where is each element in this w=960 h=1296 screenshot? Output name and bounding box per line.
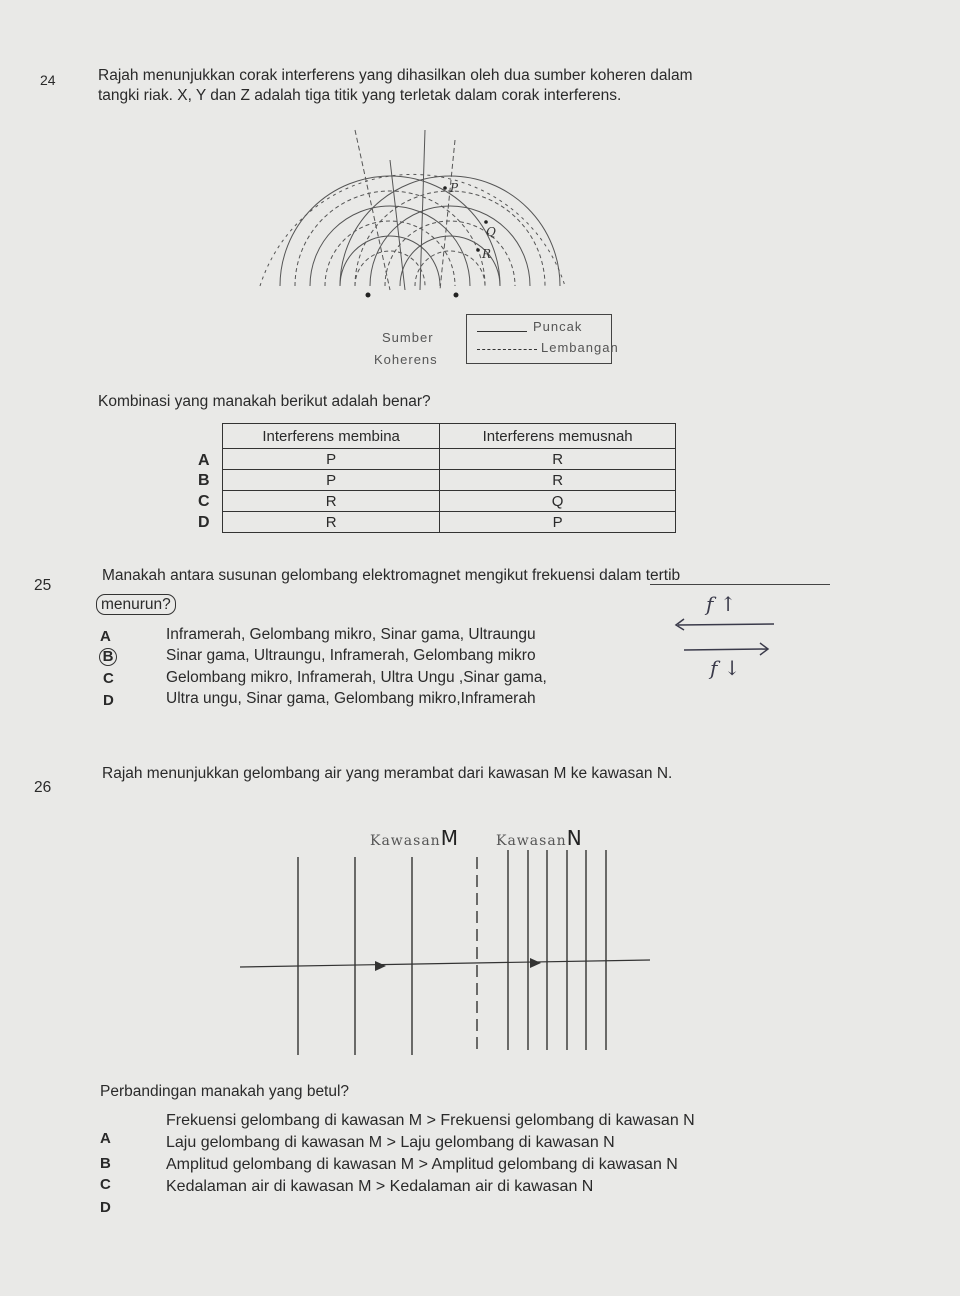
point-p-label: P <box>450 181 459 195</box>
handwritten-note-freq-up: f ↑ <box>706 592 737 616</box>
legend-crest-label: Puncak <box>533 319 583 334</box>
row-label-b[interactable]: B <box>198 472 210 489</box>
region-n-letter: N <box>566 826 583 850</box>
q26-option-c-label[interactable]: C <box>100 1176 111 1193</box>
q24-answer-table <box>222 423 676 533</box>
q26-option-a-label[interactable]: A <box>100 1130 111 1147</box>
q25-text-line1: Manakah antara susunan gelombang elektromagnet mengikut frekuensi dalam tertib <box>102 567 681 584</box>
header-constructive: Interferens membina <box>223 424 440 449</box>
row-b-destructive: R <box>440 470 676 491</box>
q26-option-b-label[interactable]: B <box>100 1155 111 1172</box>
q26-prompt: Perbandingan manakah yang betul? <box>100 1083 350 1100</box>
legend-box <box>466 314 619 364</box>
handwritten-note-freq-down: f ↓ <box>710 656 741 680</box>
q26-option-a-text[interactable]: Frekuensi gelombang di kawasan M > Frekuensi gelombang di kawasan N <box>166 1112 695 1129</box>
row-label-a[interactable]: A <box>198 452 210 469</box>
row-label-c[interactable]: C <box>198 493 210 510</box>
region-m-word: Kawasan <box>370 833 441 849</box>
q26-text: Rajah menunjukkan gelombang air yang merambat dari kawasan M ke kawasan N. <box>102 765 673 782</box>
row-d-constructive: R <box>223 512 440 533</box>
table-row <box>223 512 676 533</box>
header-destructive: Interferens memusnah <box>440 424 676 449</box>
q25-option-c-label[interactable]: C <box>103 670 114 687</box>
row-b-constructive: P <box>223 470 440 491</box>
q25-option-c-text[interactable]: Gelombang mikro, Inframerah, Ultra Ungu ,Sinar gama, <box>166 669 547 686</box>
row-c-constructive: R <box>223 491 440 512</box>
source-label-line2: Koherens <box>374 352 438 367</box>
q25-text-line2: menurun? <box>96 594 176 615</box>
row-label-d[interactable]: D <box>198 514 210 531</box>
q25-option-d-label[interactable]: D <box>103 692 114 709</box>
q26-number: 26 <box>34 779 52 796</box>
q24-number: 24 <box>40 72 56 88</box>
row-a-destructive: R <box>440 449 676 470</box>
q25-option-a-text[interactable]: Inframerah, Gelombang mikro, Sinar gama, Ultraungu <box>166 626 536 643</box>
wave-region-diagram <box>240 845 660 1060</box>
row-d-destructive: P <box>440 512 676 533</box>
point-q-label: Q <box>486 225 496 239</box>
handwritten-arrows <box>670 616 780 660</box>
q26-option-b-text[interactable]: Laju gelombang di kawasan M > Laju gelombang di kawasan N <box>166 1134 615 1151</box>
q26-option-d-text[interactable]: Kedalaman air di kawasan M > Kedalaman air di kawasan N <box>166 1178 594 1195</box>
q24-prompt: Kombinasi yang manakah berikut adalah benar? <box>98 393 431 410</box>
table-row <box>223 470 676 491</box>
row-a-constructive: P <box>223 449 440 470</box>
table-row <box>223 491 676 512</box>
q24-text-line1: Rajah menunjukkan corak interferens yang dihasilkan oleh dua sumber koheren dalam <box>98 67 693 84</box>
q25-number: 25 <box>34 577 52 594</box>
region-m-letter: M <box>440 826 459 850</box>
table-row <box>223 449 676 470</box>
point-r-label: R <box>482 247 492 261</box>
trough-line <box>477 349 537 350</box>
source-label-line1: Sumber <box>382 330 434 345</box>
q25-option-b-label[interactable]: B <box>99 648 117 666</box>
row-c-destructive: Q <box>440 491 676 512</box>
region-n-word: Kawasan <box>496 833 567 849</box>
q26-option-c-text[interactable]: Amplitud gelombang di kawasan M > Amplitud gelombang di kawasan N <box>166 1156 678 1173</box>
q26-option-d-label[interactable]: D <box>100 1199 111 1216</box>
q25-option-b-text[interactable]: Sinar gama, Ultraungu, Inframerah, Gelombang mikro <box>166 647 536 664</box>
q25-option-a-label[interactable]: A <box>100 628 111 645</box>
q25-option-d-text[interactable]: Ultra ungu, Sinar gama, Gelombang mikro,Inframerah <box>166 690 536 707</box>
q24-text-line2: tangki riak. X, Y dan Z adalah tiga titik yang terletak dalam corak interferens. <box>98 87 622 104</box>
crest-line <box>477 331 527 332</box>
interference-diagram <box>240 120 580 305</box>
underline-frekuensi <box>650 584 830 585</box>
legend-trough-label: Lembangan <box>541 340 619 355</box>
